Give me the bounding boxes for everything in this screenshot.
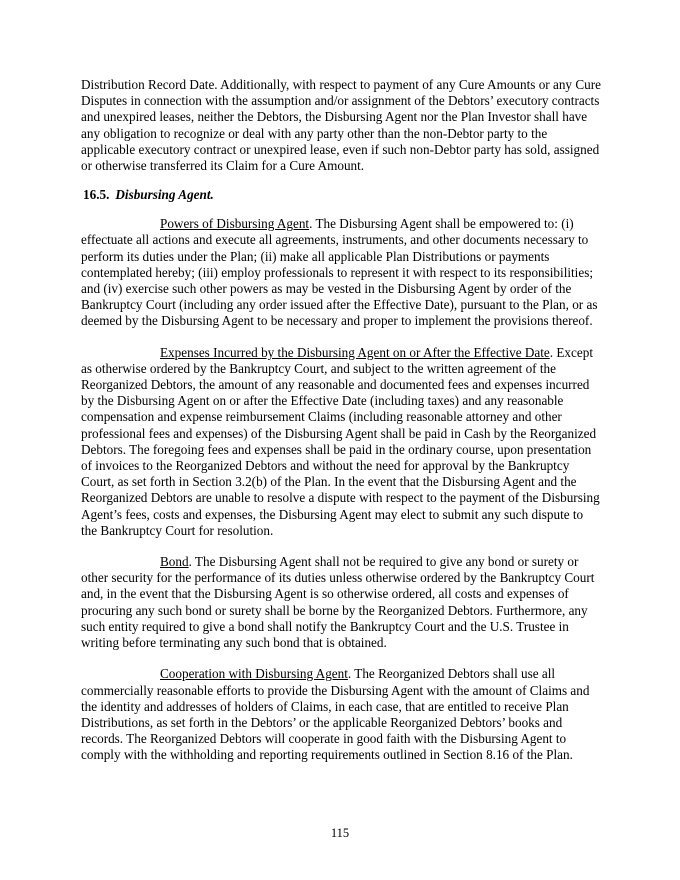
paragraph-title: Bond — [160, 554, 189, 570]
section-heading — [81, 187, 601, 203]
paragraph-powers — [81, 216, 601, 329]
paragraph-body: . Except as otherwise ordered by the Bankruptcy Court, and subject to the written agreement of the Reorganized Debtors, the amount of any reasonable and documented fees and expenses incurred by the Disbursing Agent on or after the Effective Date (including taxes) and any reasonable compensation and expense reimbursement Claims (including reasonable attorney and other professional fees and expenses) of the Disbursing Agent shall be paid in Cash by the Reorganized Debtors. The foregoing fees and expenses shall be paid in the ordinary course, upon presentation of invoices to the Reorganized Debtors and without the need for approval by the Bankruptcy Court, as set forth in Section 3.2(b) of the Plan. In the event that the Disbursing Agent and the Reorganized Debtors are unable to resolve a dispute with respect to the payment of the Disbursing Agent’s fees, costs and expenses, the Disbursing Agent may elect to submit any such dispute to the Bankruptcy Court for resolution. — [81, 344, 600, 538]
paragraph-title: Cooperation with Disbursing Agent — [160, 666, 348, 682]
paragraph-expenses — [81, 345, 601, 539]
intro-paragraph: Distribution Record Date. Additionally, with respect to payment of any Cure Amounts or any Cure Disputes in connection with the assumption and/or assignment of the Debtors’ executory contracts and unexpired leases, neither the Debtors, the Disbursing Agent nor the Plan Investor shall have any obligation to recognize or deal with any party other than the non-Debtor party to the applicable executory contract or unexpired lease, even if such non-Debtor party has sold, assigned or otherwise transferred its Claim for a Cure Amount. — [81, 77, 601, 174]
section-title: Disbursing Agent. — [115, 187, 214, 203]
paragraph-body: . The Disbursing Agent shall be empowered to: (i) effectuate all actions and execute all agreements, instruments, and other documents necessary to perform its duties under the Plan; (ii) make all applicable Plan Distributions or payments contemplated hereby; (iii) employ professionals to represent it with respect to its responsibilities; and (iv) exercise such other powers as may be vested in the Disbursing Agent by order of the Bankruptcy Court (including any order issued after the Effective Date), pursuant to the Plan, or as deemed by the Disbursing Agent to be necessary and proper to implement the provisions thereof. — [81, 216, 598, 329]
document-page — [81, 77, 601, 764]
paragraph-bond — [81, 554, 601, 651]
section-number: 16.5. — [83, 187, 110, 203]
page-number: 115 — [330, 826, 350, 840]
paragraph-title: Expenses Incurred by the Disbursing Agent on or After the Effective Date — [160, 344, 550, 360]
paragraph-body: . The Disbursing Agent shall not be required to give any bond or surety or other security for the performance of its duties unless otherwise ordered by the Bankruptcy Court and, in the event that the Disbursing Agent is so otherwise ordered, all costs and expenses of procuring any such bond or surety shall be borne by the Reorganized Debtors. Furthermore, any such entity required to give a bond shall notify the Bankruptcy Court and the U.S. Trustee in writing before terminating any such bond that is obtained. — [81, 554, 595, 651]
paragraph-cooperation — [81, 666, 601, 763]
paragraph-body: . The Reorganized Debtors shall use all commercially reasonable efforts to provide the Disbursing Agent with the amount of Claims and the identity and addresses of holders of Claims, in each case, that are entitled to receive Plan Distributions, as set forth in the Debtors’ or the applicable Reorganized Debtors’ books and records. The Reorganized Debtors will cooperate in good faith with the Disbursing Agent to comply with the withholding and reporting requirements outlined in Section 8.16 of the Plan. — [81, 666, 590, 763]
paragraph-title: Powers of Disbursing Agent — [160, 216, 310, 232]
